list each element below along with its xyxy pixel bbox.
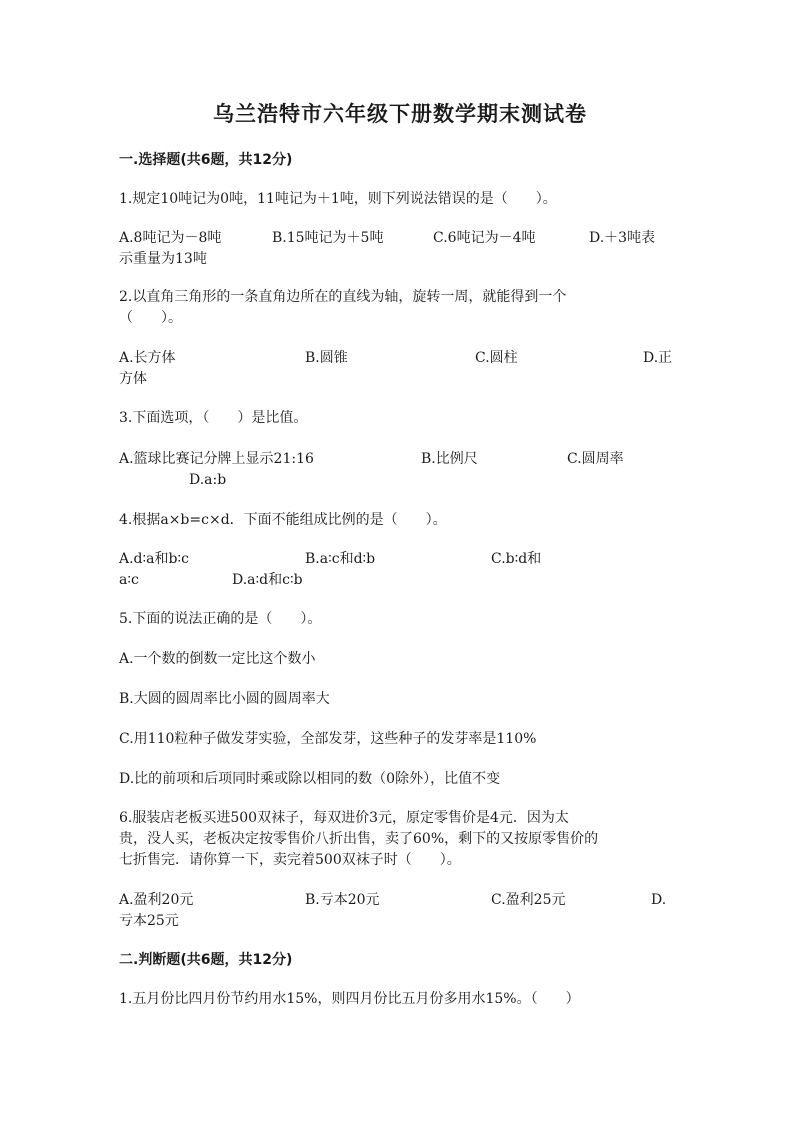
option-c-continued: a∶c: [119, 572, 139, 588]
option-b: B.比例尺: [421, 451, 478, 467]
option-b: B.15吨记为＋5吨: [272, 230, 384, 246]
option-d: D.比的前项和后项同时乘或除以相同的数（0除外），比值不变: [119, 771, 501, 787]
section-heading-choice: 一.选择题(共6题，共12分): [119, 152, 293, 168]
question-stem: 5.下面的说法正确的是（ ）。: [119, 611, 322, 627]
option-a: A.8吨记为－8吨: [119, 230, 222, 246]
option-a: A.盈利20元: [119, 892, 194, 908]
option-d: D.: [651, 892, 667, 908]
option-c: C.用110粒种子做发芽实验，全部发芽，这些种子的发芽率是110%: [119, 731, 537, 747]
option-b: B.a∶c和d∶b: [305, 551, 376, 567]
option-a: A.一个数的倒数一定比这个数小: [119, 651, 316, 667]
option-d: D.a∶d和c∶b: [232, 572, 303, 588]
option-d: D.正: [643, 350, 673, 366]
section-heading-judge: 二.判断题(共6题，共12分): [119, 952, 293, 968]
option-a: A.d∶a和b∶c: [119, 551, 189, 567]
question-stem: 4.根据a×b=c×d．下面不能组成比例的是（ ）。: [119, 512, 447, 528]
page-title: 乌兰浩特市六年级下册数学期末测试卷: [213, 102, 587, 126]
option-d: D.a:b: [189, 472, 227, 488]
option-d-continued: 方体: [119, 371, 147, 387]
option-b: B.大圆的圆周率比小圆的圆周率大: [119, 691, 330, 707]
question-stem: 3.下面选项，（ ）是比值。: [119, 410, 308, 426]
option-a: A.长方体: [119, 350, 176, 366]
option-c: C.盈利25元: [491, 892, 566, 908]
option-b: B.圆锥: [305, 350, 348, 366]
question-stem-line1: 6.服装店老板买进500双袜子，每双进价3元，原定零售价是4元．因为太: [119, 810, 569, 826]
option-d: D.＋3吨表: [589, 230, 656, 246]
option-b: B.亏本20元: [305, 892, 380, 908]
option-c: C.圆柱: [475, 350, 518, 366]
option-a: A.篮球比赛记分牌上显示21:16: [119, 451, 314, 467]
question-stem: 1.规定10吨记为0吨，11吨记为＋1吨，则下列说法错误的是（ ）。: [119, 191, 557, 207]
option-d-continued: 亏本25元: [119, 913, 179, 929]
option-c: C.6吨记为－4吨: [433, 230, 536, 246]
question-stem-line2: 贵，没人买，老板决定按零售价八折出售，卖了60%，剩下的又按原零售价的: [119, 831, 599, 847]
option-c: C.圆周率: [567, 451, 624, 467]
option-c: C.b∶d和: [491, 551, 542, 567]
option-d-continued: 示重量为13吨: [119, 251, 207, 267]
question-stem-line1: 2.以直角三角形的一条直角边所在的直线为轴，旋转一周，就能得到一个: [119, 289, 567, 305]
question-stem: 1.五月份比四月份节约用水15%，则四月份比五月份多用水15%。（ ）: [119, 991, 580, 1007]
question-stem-line3: 七折售完．请你算一下，卖完着500双袜子时（ ）。: [119, 852, 461, 868]
question-stem-line2: （ ）。: [119, 310, 182, 326]
